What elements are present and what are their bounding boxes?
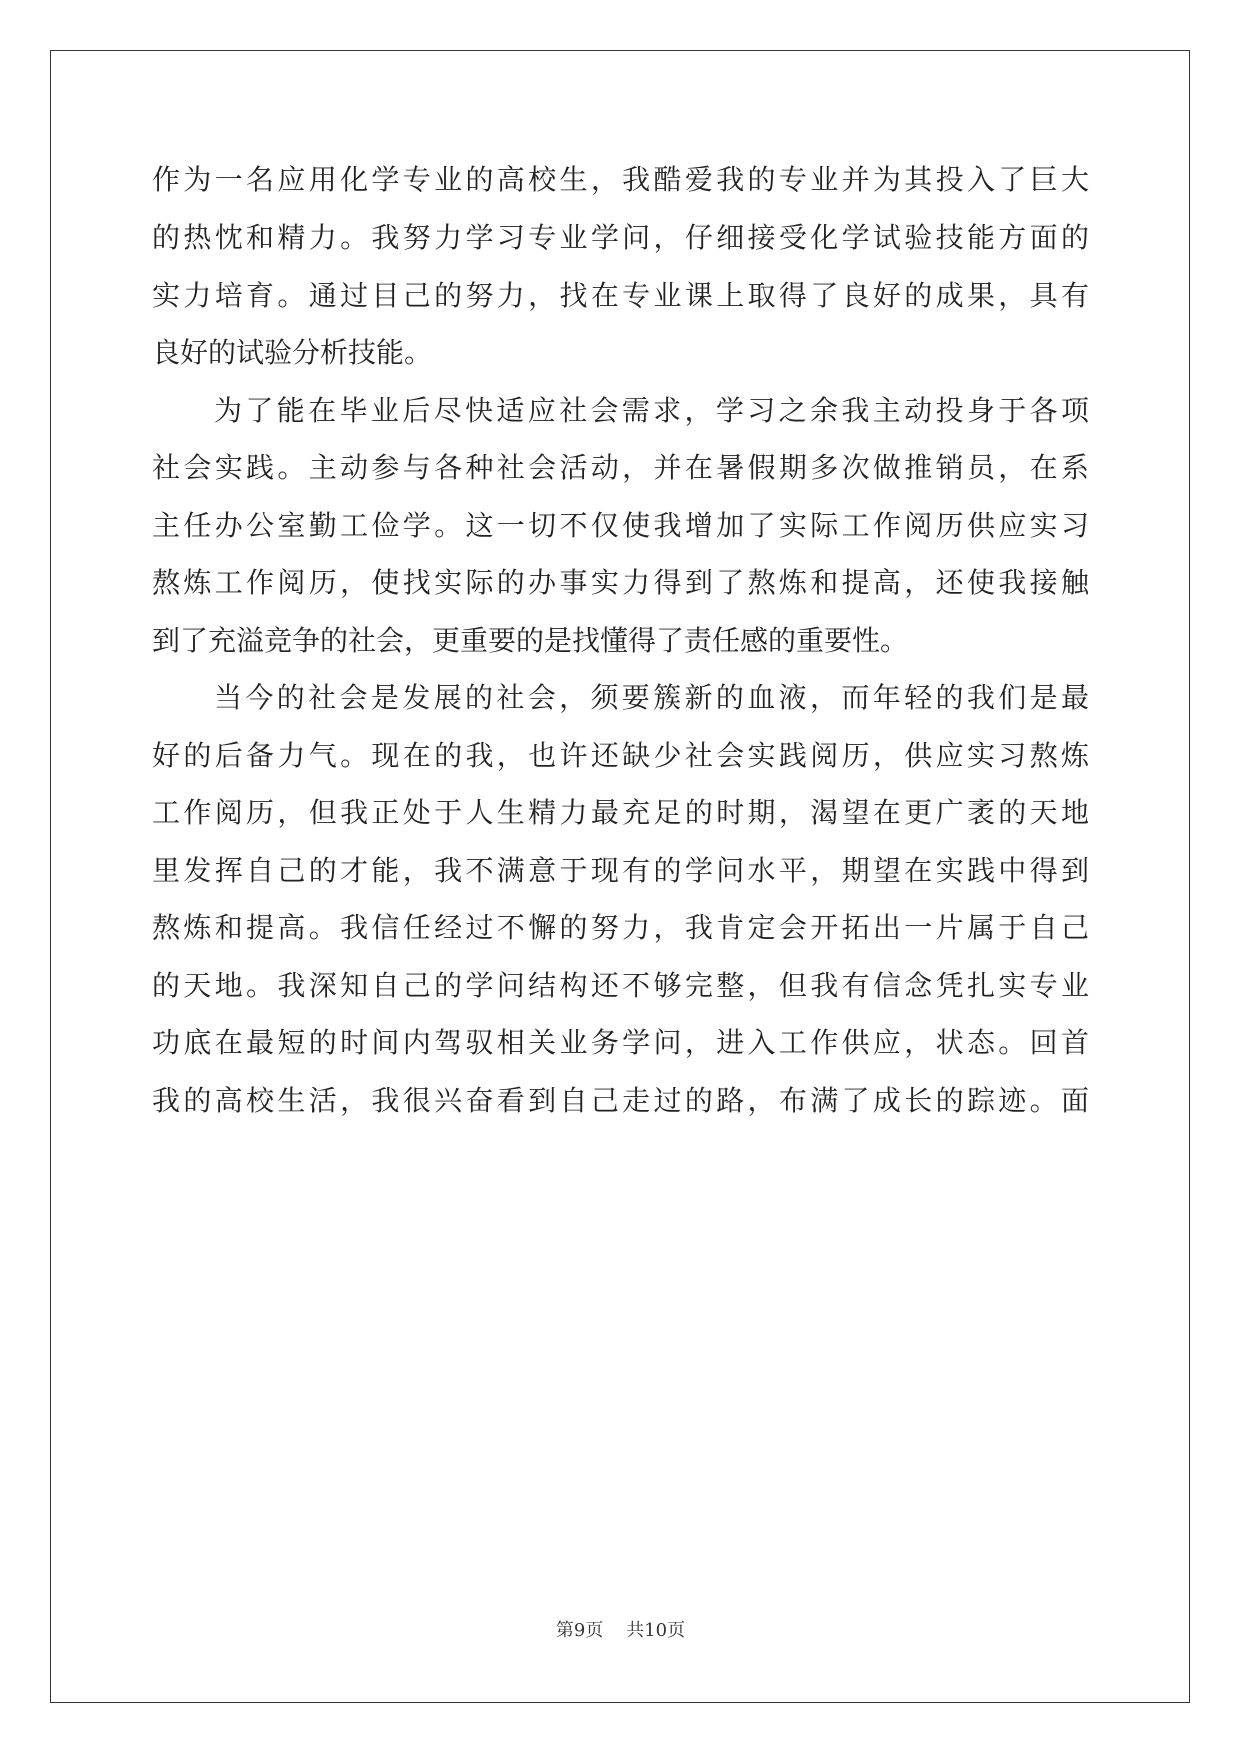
text-line: 实力培育。通过目己的努力，找在专业课上取得了良好的成果，具有 <box>152 279 1089 312</box>
text-line: 好的后备力气。现在的我，也许还缺少社会实践阅历，供应实习熬炼 <box>152 739 1089 772</box>
text-line: 的天地。我深知自己的学问结构还不够完整，但我有信念凭扎实专业 <box>152 969 1089 1002</box>
text-line: 工作阅历，但我正处于人生精力最充足的时期，渴望在更广袤的天地 <box>152 796 1089 829</box>
text-line: 熬炼工作阅历，使找实际的办事实力得到了熬炼和提高，还使我接触 <box>152 566 1089 599</box>
text-line: 功底在最短的时间内驾驭相关业务学问，进入工作供应，状态。回首 <box>152 1026 1089 1059</box>
page-footer <box>0 1616 1241 1642</box>
text-line: 里发挥自己的才能，我不满意于现有的学问水平，期望在实践中得到 <box>152 854 1089 887</box>
page-total: 共10页 <box>626 1620 686 1641</box>
text-line: 的热忱和精力。我努力学习专业学问，仔细接受化学试验技能方面的 <box>152 221 1089 254</box>
text-line: 到了充溢竞争的社会，更重要的是找懂得了责任感的重要性。 <box>152 624 909 657</box>
page-number: 第9页 <box>555 1620 604 1641</box>
paragraph-first-line: 当今的社会是发展的社会，须要簇新的血液，而年轻的我们是最 <box>214 681 1089 714</box>
text-line: 主任办公室勤工俭学。这一切不仅使我增加了实际工作阅历供应实习 <box>152 509 1089 542</box>
text-line: 熬炼和提高。我信任经过不懈的努力，我肯定会开拓出一片属于自己 <box>152 911 1089 944</box>
text-line: 我的高校生活，我很兴奋看到自己走过的路，布满了成长的踪迹。面 <box>152 1084 1089 1117</box>
text-line: 社会实践。主动参与各种社会活动，并在暑假期多次做推销员，在系 <box>152 451 1089 484</box>
text-line: 良好的试验分析技能。 <box>152 336 433 369</box>
text-line: 作为一名应用化学专业的高校生，我酷爱我的专业并为其投入了巨大 <box>152 163 1089 196</box>
paragraph-first-line: 为了能在毕业后尽快适应社会需求，学习之余我主动投身于各项 <box>214 394 1089 427</box>
